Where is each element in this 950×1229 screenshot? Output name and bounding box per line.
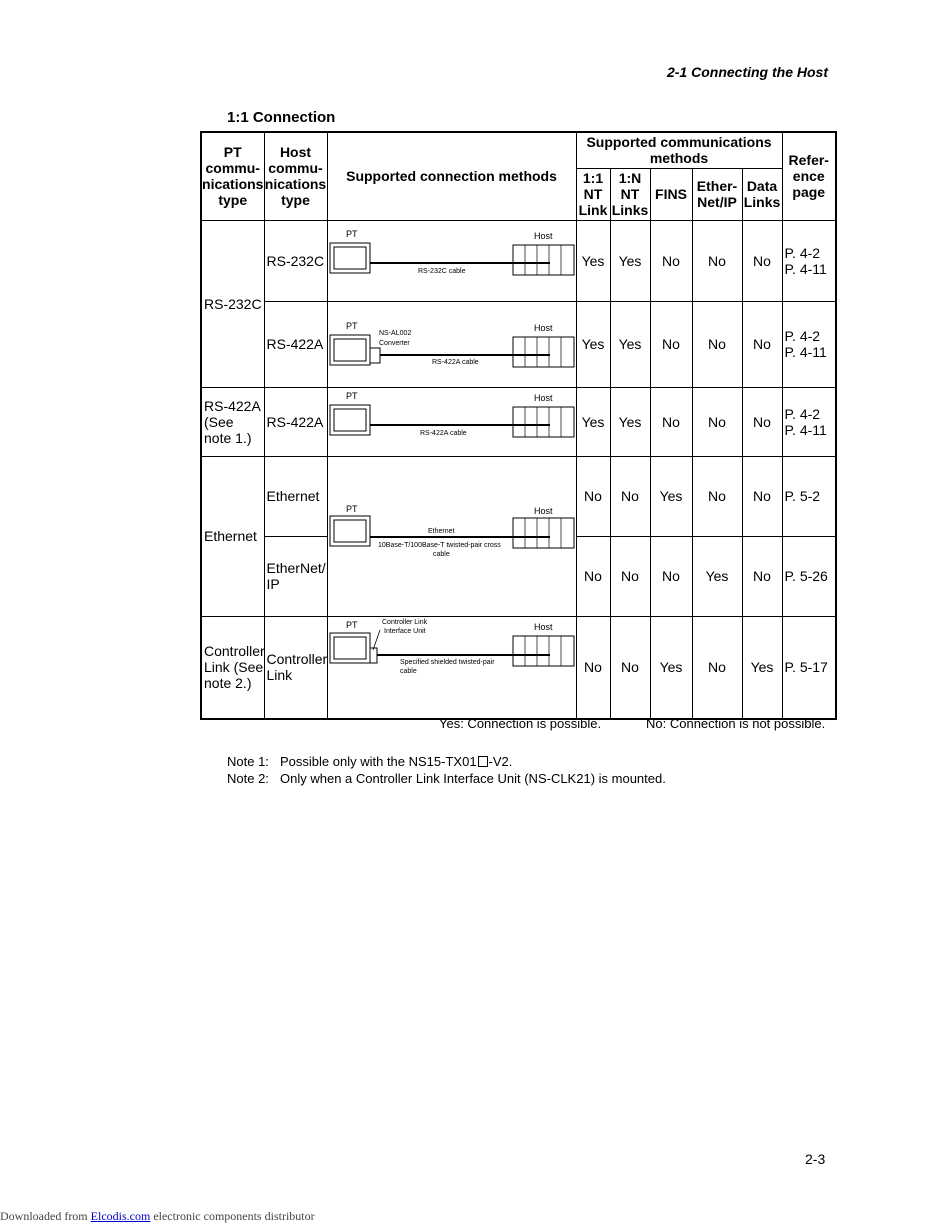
diagram-rs422a xyxy=(327,387,576,456)
diagram-rs232c xyxy=(327,220,576,301)
host-type-cell: RS-422A xyxy=(264,387,327,456)
value-cell: Yes xyxy=(576,387,610,456)
table-row xyxy=(201,616,836,719)
value-cell: No xyxy=(692,616,742,719)
value-cell: No xyxy=(576,536,610,616)
note-text: Only when a Controller Link Interface Unit (NS-CLK21) is mounted. xyxy=(280,771,666,786)
legend-yes: Yes: Connection is possible. xyxy=(439,716,602,731)
value-cell: No xyxy=(610,616,650,719)
header-pt-type: PT commu- nications type xyxy=(201,132,264,220)
placeholder-box-icon xyxy=(478,756,488,767)
host-device xyxy=(513,337,574,367)
rs232c-connection-diagram xyxy=(328,221,577,301)
page-number: 2-3 xyxy=(805,1151,826,1167)
cable-label: 10Base-T/100Base-T twisted-pair cross xyxy=(377,542,501,549)
header-1-1-nt-link: 1:1 NT Link xyxy=(576,168,610,220)
footer xyxy=(0,1209,315,1224)
cable-label: Specified shielded twisted-pair xyxy=(399,658,495,666)
ref-page: P. 4-11 xyxy=(784,344,827,360)
host-label: Host xyxy=(533,506,553,516)
header-fins: FINS xyxy=(650,168,692,220)
host-label: Host xyxy=(533,322,553,333)
unit-label: Controller Link xyxy=(381,618,427,626)
value-cell: No xyxy=(742,301,782,387)
host-type-cell: RS-422A xyxy=(264,301,327,387)
converter-device xyxy=(370,348,380,363)
note-text: -V2. xyxy=(488,754,513,769)
note-label: Note 1: xyxy=(227,754,269,769)
pt-label: PT xyxy=(345,228,358,239)
value-cell: No xyxy=(742,387,782,456)
footer-text: Downloaded from xyxy=(0,1209,88,1223)
value-cell: Yes xyxy=(610,220,650,301)
value-cell: No xyxy=(692,301,742,387)
cable-label: RS-232C cable xyxy=(417,267,465,275)
reference-cell: P. 5-26 xyxy=(782,536,836,616)
value-cell: No xyxy=(692,456,742,536)
value-cell: No xyxy=(650,536,692,616)
host-type-cell: RS-232C xyxy=(264,220,327,301)
header-data-links: Data Links xyxy=(742,168,782,220)
cable-label: RS-422A cable xyxy=(431,358,479,366)
host-label: Host xyxy=(533,392,553,403)
converter-label: Converter xyxy=(378,339,410,347)
pt-type-cell: RS-232C xyxy=(201,220,264,387)
note-1 xyxy=(227,754,512,769)
note-label: Note 2: xyxy=(227,771,269,786)
value-cell: Yes xyxy=(650,616,692,719)
diagram-ethernet xyxy=(327,456,576,616)
pt-screen xyxy=(334,247,366,269)
header-host-type: Host commu- nications type xyxy=(264,132,327,220)
pt-screen xyxy=(334,409,366,431)
pt-screen xyxy=(334,637,366,659)
table-row xyxy=(201,220,836,301)
header-1-n-nt-links: 1:N NT Links xyxy=(611,170,649,218)
value-cell: No xyxy=(650,387,692,456)
header-connection-methods: Supported connection methods xyxy=(327,132,576,220)
pt-label: PT xyxy=(345,320,358,331)
value-cell: No xyxy=(576,616,610,719)
diagram-controller-link xyxy=(327,616,576,719)
interface-unit xyxy=(370,648,377,663)
pt-screen xyxy=(334,520,366,542)
host-type-cell: Ethernet xyxy=(264,456,327,536)
connection-table xyxy=(200,131,837,720)
value-cell: Yes xyxy=(610,301,650,387)
ref-page: P. 4-2 xyxy=(784,244,821,261)
reference-cell xyxy=(782,301,836,387)
rs422a-connection-diagram xyxy=(328,388,577,456)
value-cell: No xyxy=(742,456,782,536)
unit-label: Interface Unit xyxy=(383,627,426,635)
note-text: Possible only with the NS15-TX01 xyxy=(280,754,477,769)
value-cell: No xyxy=(742,536,782,616)
table-row xyxy=(201,387,836,456)
note-2 xyxy=(227,771,666,786)
reference-cell: P. 5-17 xyxy=(782,616,836,719)
host-label: Host xyxy=(533,621,553,632)
value-cell: Yes xyxy=(692,536,742,616)
value-cell: No xyxy=(650,220,692,301)
value-cell: No xyxy=(576,456,610,536)
pt-type-cell: RS-422A (See note 1.) xyxy=(201,387,264,456)
section-title: 1:1 Connection xyxy=(227,109,336,126)
converter-label: NS-AL002 xyxy=(378,329,411,337)
pt-label: PT xyxy=(345,504,358,514)
table-row xyxy=(201,456,836,536)
host-label: Host xyxy=(533,230,553,241)
cable-label: RS-422A cable xyxy=(419,429,467,437)
host-type-cell: EtherNet/ IP xyxy=(264,536,327,616)
host-device xyxy=(513,407,574,437)
reference-cell xyxy=(782,220,836,301)
ref-page: P. 4-2 xyxy=(784,405,821,422)
value-cell: No xyxy=(650,301,692,387)
header-ethernet-ip: Ether- Net/IP xyxy=(692,168,742,220)
running-header: 2-1 Connecting the Host xyxy=(666,64,828,80)
cable-label: cable xyxy=(399,667,417,675)
rs422a-converter-diagram xyxy=(328,302,577,387)
ref-page: P. 4-11 xyxy=(784,260,827,277)
host-device xyxy=(513,245,574,275)
diagram-rs422a-converter xyxy=(327,301,576,387)
footer-text: electronic components distributor xyxy=(153,1209,315,1223)
footer-link[interactable]: Elcodis.com xyxy=(90,1209,151,1223)
legend-no: No: Connection is not possible. xyxy=(646,716,826,731)
cable-label: Ethernet xyxy=(427,528,454,535)
value-cell: No xyxy=(610,536,650,616)
pt-screen xyxy=(334,339,366,361)
host-type-cell: Controller Link xyxy=(264,616,327,719)
controller-link-diagram xyxy=(328,617,577,718)
pt-label: PT xyxy=(345,390,358,401)
value-cell: Yes xyxy=(576,301,610,387)
value-cell: Yes xyxy=(742,616,782,719)
header-supported-methods: Supported communications methods xyxy=(576,132,782,168)
reference-cell: P. 5-2 xyxy=(782,456,836,536)
value-cell: Yes xyxy=(610,387,650,456)
pt-label: PT xyxy=(345,619,358,630)
header-reference-page: Refer- ence page xyxy=(782,132,836,220)
value-cell: No xyxy=(692,387,742,456)
value-cell: No xyxy=(692,220,742,301)
table-row xyxy=(201,301,836,387)
pt-type-cell: Ethernet xyxy=(201,456,264,616)
value-cell: No xyxy=(742,220,782,301)
reference-cell xyxy=(782,387,836,456)
value-cell: Yes xyxy=(650,456,692,536)
ref-page: P. 4-11 xyxy=(784,421,827,438)
value-cell: Yes xyxy=(576,220,610,301)
host-device xyxy=(513,518,574,548)
cable-label: cable xyxy=(432,551,450,558)
ethernet-connection-diagram xyxy=(328,501,577,571)
value-cell: No xyxy=(610,456,650,536)
pt-type-cell: Controller Link (See note 2.) xyxy=(201,616,264,719)
ref-page: P. 4-2 xyxy=(784,328,821,344)
host-device xyxy=(513,636,574,666)
